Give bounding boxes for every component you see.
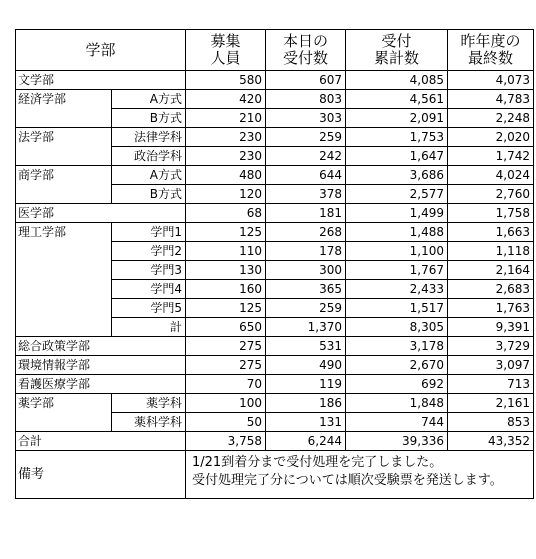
table-row (16, 337, 534, 356)
total-cell: 1,517 (346, 299, 448, 318)
capacity-cell: 3,758 (186, 432, 266, 451)
today-cell: 6,244 (266, 432, 346, 451)
capacity-cell: 580 (186, 71, 266, 90)
table-row (16, 223, 534, 242)
dept-cell: 理工学部 (16, 223, 112, 337)
capacity-cell: 130 (186, 261, 266, 280)
dept-cell: 総合政策学部 (16, 337, 186, 356)
total-cell: 1,100 (346, 242, 448, 261)
capacity-cell: 125 (186, 223, 266, 242)
total-cell: 3,178 (346, 337, 448, 356)
capacity-cell: 210 (186, 109, 266, 128)
today-cell: 300 (266, 261, 346, 280)
capacity-cell: 125 (186, 299, 266, 318)
sub-cell: 薬科学科 (112, 413, 186, 432)
last-year-cell: 1,758 (448, 204, 534, 223)
capacity-cell: 275 (186, 337, 266, 356)
total-cell: 1,488 (346, 223, 448, 242)
sub-cell: B方式 (112, 185, 186, 204)
total-cell: 39,336 (346, 432, 448, 451)
capacity-cell: 100 (186, 394, 266, 413)
sub-cell: A方式 (112, 90, 186, 109)
total-cell: 4,085 (346, 71, 448, 90)
last-year-cell: 2,760 (448, 185, 534, 204)
last-year-cell: 4,024 (448, 166, 534, 185)
total-cell: 692 (346, 375, 448, 394)
total-cell: 8,305 (346, 318, 448, 337)
note-row (16, 451, 534, 499)
sub-cell: 学門3 (112, 261, 186, 280)
sub-cell: A方式 (112, 166, 186, 185)
capacity-cell: 275 (186, 356, 266, 375)
last-year-cell: 1,663 (448, 223, 534, 242)
today-cell: 365 (266, 280, 346, 299)
table-row (16, 71, 534, 90)
sub-cell: 薬学科 (112, 394, 186, 413)
header-dept: 学部 (16, 30, 186, 71)
capacity-cell: 650 (186, 318, 266, 337)
today-cell: 259 (266, 128, 346, 147)
total-cell: 1,499 (346, 204, 448, 223)
capacity-cell: 50 (186, 413, 266, 432)
last-year-cell: 713 (448, 375, 534, 394)
today-cell: 268 (266, 223, 346, 242)
sub-cell: 法律学科 (112, 128, 186, 147)
table-row (16, 90, 534, 109)
note-text (186, 451, 534, 499)
today-cell: 803 (266, 90, 346, 109)
sub-cell: 学門4 (112, 280, 186, 299)
total-cell: 1,767 (346, 261, 448, 280)
last-year-cell: 3,729 (448, 337, 534, 356)
dept-cell: 文学部 (16, 71, 186, 90)
capacity-cell: 160 (186, 280, 266, 299)
capacity-cell: 230 (186, 147, 266, 166)
sub-cell: 学門1 (112, 223, 186, 242)
today-cell: 490 (266, 356, 346, 375)
dept-cell: 薬学部 (16, 394, 112, 432)
table-row (16, 356, 534, 375)
dept-cell: 看護医療学部 (16, 375, 186, 394)
last-year-cell: 853 (448, 413, 534, 432)
today-cell: 119 (266, 375, 346, 394)
capacity-cell: 420 (186, 90, 266, 109)
capacity-cell: 68 (186, 204, 266, 223)
capacity-cell: 110 (186, 242, 266, 261)
last-year-cell: 2,248 (448, 109, 534, 128)
today-cell: 178 (266, 242, 346, 261)
dept-cell: 経済学部 (16, 90, 112, 128)
last-year-cell: 2,164 (448, 261, 534, 280)
total-cell: 3,686 (346, 166, 448, 185)
last-year-cell: 3,097 (448, 356, 534, 375)
total-row (16, 432, 534, 451)
today-cell: 378 (266, 185, 346, 204)
today-cell: 131 (266, 413, 346, 432)
today-cell: 303 (266, 109, 346, 128)
capacity-cell: 230 (186, 128, 266, 147)
total-cell: 2,670 (346, 356, 448, 375)
last-year-cell: 4,783 (448, 90, 534, 109)
today-cell: 607 (266, 71, 346, 90)
dept-cell: 医学部 (16, 204, 186, 223)
last-year-cell: 2,683 (448, 280, 534, 299)
capacity-cell: 120 (186, 185, 266, 204)
table-row (16, 128, 534, 147)
table-row (16, 204, 534, 223)
today-cell: 242 (266, 147, 346, 166)
last-year-cell: 1,118 (448, 242, 534, 261)
note-line-1: 1/21到着分まで受付処理を完了しました。 (192, 455, 443, 470)
last-year-cell: 4,073 (448, 71, 534, 90)
note-label: 備考 (16, 451, 186, 499)
table-row (16, 375, 534, 394)
note-line-2: 受付処理完了分については順次受験票を発送します。 (192, 473, 503, 488)
today-cell: 181 (266, 204, 346, 223)
sub-cell: B方式 (112, 109, 186, 128)
header-today: 本日の 受付数 (266, 30, 346, 71)
sub-cell: 政治学科 (112, 147, 186, 166)
dept-cell: 商学部 (16, 166, 112, 204)
application-count-table (15, 29, 534, 499)
today-cell: 644 (266, 166, 346, 185)
table-row (16, 166, 534, 185)
table-row (16, 394, 534, 413)
dept-cell: 法学部 (16, 128, 112, 166)
last-year-cell: 2,020 (448, 128, 534, 147)
last-year-cell: 1,742 (448, 147, 534, 166)
today-cell: 531 (266, 337, 346, 356)
total-cell: 4,561 (346, 90, 448, 109)
capacity-cell: 70 (186, 375, 266, 394)
total-cell: 1,848 (346, 394, 448, 413)
total-cell: 2,433 (346, 280, 448, 299)
total-cell: 744 (346, 413, 448, 432)
last-year-cell: 43,352 (448, 432, 534, 451)
total-cell: 2,577 (346, 185, 448, 204)
last-year-cell: 1,763 (448, 299, 534, 318)
capacity-cell: 480 (186, 166, 266, 185)
header-capacity: 募集 人員 (186, 30, 266, 71)
dept-cell: 合計 (16, 432, 186, 451)
application-count-table-container (15, 29, 534, 499)
header-total: 受付 累計数 (346, 30, 448, 71)
dept-cell: 環境情報学部 (16, 356, 186, 375)
total-cell: 1,753 (346, 128, 448, 147)
header-row (16, 30, 534, 71)
sub-cell: 学門5 (112, 299, 186, 318)
header-last-year: 昨年度の 最終数 (448, 30, 534, 71)
total-cell: 2,091 (346, 109, 448, 128)
table-body (16, 71, 534, 499)
today-cell: 259 (266, 299, 346, 318)
today-cell: 1,370 (266, 318, 346, 337)
today-cell: 186 (266, 394, 346, 413)
total-cell: 1,647 (346, 147, 448, 166)
last-year-cell: 9,391 (448, 318, 534, 337)
sub-cell: 学門2 (112, 242, 186, 261)
last-year-cell: 2,161 (448, 394, 534, 413)
sub-cell: 計 (112, 318, 186, 337)
